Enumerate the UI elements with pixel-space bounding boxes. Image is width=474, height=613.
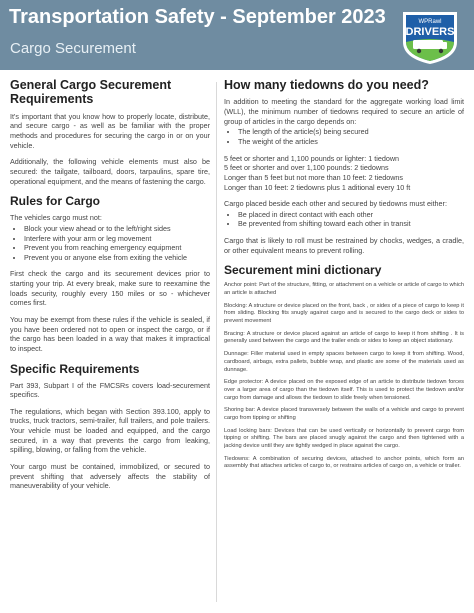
placed-list	[224, 210, 464, 229]
tiedown-rule: 5 feet or shorter and 1,100 pounds or lighter: 1 tiedown	[224, 153, 400, 163]
header-banner	[0, 0, 474, 70]
dictionary-entry: Blocking: A structure or device placed on the front, back , or sides of a piece of cargo to keep it from sliding. Blocking fits snugly against cargo and is secured to the cargo deck or sides to prevent movement	[224, 302, 464, 325]
general-paragraph-1: It's important that you know how to properly locate, distribute, and secure cargo - as well as be familiar with the proper methods and procedures for securing the cargo in or on your vehicle.	[10, 111, 210, 150]
drivers-badge-logo	[395, 8, 465, 66]
page-subtitle: Cargo Securement	[10, 40, 136, 57]
dictionary-entry: Bracing: A structure or device placed against an article of cargo to keep it from shifting . It is generally used between the cargo and the trailer ends or sides to keep an object stationary.	[224, 330, 464, 345]
list-item: • Block your view ahead or to the left/right sides	[24, 224, 210, 234]
dictionary-entry: Load locking bars: Devices that can be used vertically or horizontally to prevent cargo from tipping or shifting. The bars are placed snugly against the cargo and then tightened with a jacking device until they are tightly wedged in place against the cargo.	[224, 427, 464, 450]
tiedowns-paragraph: In addition to meeting the standard for the aggregate working load limit (WLL), the minimum number of tiedowns required to secure an article of group of articles in the cargo depends on:	[224, 97, 464, 126]
column-divider	[216, 82, 217, 602]
rules-intro: The vehicles cargo must not:	[10, 213, 102, 223]
dictionary	[224, 282, 464, 471]
specific-heading: Specific Requirements	[10, 361, 140, 376]
dictionary-heading: Securement mini dictionary	[224, 263, 382, 278]
specific-paragraph-2: The regulations, which began with Section 393.100, apply to trucks, truck tractors, semi-trailer, full trailers, and pole trailers. Your vehicle must be loaded and equipped, and the cargo secured, in a way that prevents the cargo from leaking, spilling, blowing, or falling from the vehicle.	[10, 406, 210, 455]
list-item: • Interfere with your arm or leg movement	[24, 234, 210, 244]
rules-list	[10, 224, 210, 263]
dictionary-entry: Anchor point: Part of the structure, fitting, or attachment on a vehicle or article of cargo to which an article is attached	[224, 282, 464, 297]
rules-heading: Rules for Cargo	[10, 194, 101, 209]
left-column	[10, 78, 210, 498]
placed-intro: Cargo placed beside each other and secured by tiedowns must either:	[224, 199, 447, 209]
dictionary-entry: Dunnage: Filler material used in empty spaces between cargo to keep it from shifting. Wood, cardboard, airbags, extra pallets, bubble wrap, and plastic are some of the materials used as dunnage.	[224, 351, 464, 373]
tiedowns-rules	[224, 154, 464, 193]
list-item: • Prevent you from reaching emergency equipment	[24, 243, 210, 253]
rules-paragraph-1: First check the cargo and its securement devices prior to starting your trip. At every break, make sure to reexamine the loads security, roughly every 150 miles or so - whichever comes first.	[10, 269, 210, 308]
dictionary-entry: Edge protector: A device placed on the exposed edge of an article to distribute tiedown forces over a larger area of cargo than the tiedown itself. This is used to protect the tiedown and/or cargo from damage and allows the tiedown to slide freely when tensioned.	[224, 379, 464, 401]
tiedown-rule: 5 feet or shorter and over 1,100 pounds: 2 tiedowns	[224, 163, 389, 173]
tiedowns-list	[224, 127, 464, 146]
badge-brand: WPRawl	[418, 19, 442, 25]
dictionary-entry: Tiedowns: A combination of securing devices, attached to anchor points, which form an assembly that attaches articles of cargo to, or restrains articles of cargo on, a vehicle or trailer.	[224, 455, 464, 470]
list-item: • Prevent you or anyone else from exiting the vehicle	[24, 253, 210, 263]
tiedown-rule: Longer than 10 feet: 2 tiedowns plus 1 aditional every 10 ft	[224, 182, 411, 192]
right-column	[224, 78, 464, 476]
list-item: • The weight of the articles	[238, 137, 464, 147]
badge-text: DRIVERS	[405, 26, 455, 38]
rules-paragraph-2: You may be exempt from these rules if the vehicle is sealed, if you have been ordered not to open or inspect the cargo, or if the cargo has been loaded in a way that makes it impractical to inspect.	[10, 315, 210, 353]
list-item: • The length of the article(s) being secured	[238, 127, 464, 137]
tiedown-rule: Longer than 5 feet but not more than 10 feet: 2 tiedowns	[224, 172, 404, 182]
general-heading: General Cargo Securement Requirements	[10, 78, 172, 107]
general-paragraph-2: Additionally, the following vehicle elements must also be secured: the tailgate, tailboard, doors, tarpaulins, spare tire, operational equipment, and the means of fastening the cargo.	[10, 157, 210, 186]
specific-paragraph-1: Part 393, Subpart I of the FMCSRs covers load-securement specifics.	[10, 380, 210, 400]
specific-paragraph-3: Your cargo must be contained, immobilized, or secured to prevent shifting that adversely affects the stability of maneuverability of your vehicle.	[10, 462, 210, 491]
list-item: • Be placed in direct contact with each other	[238, 210, 464, 220]
page-title: Transportation Safety - September 2023	[9, 6, 386, 28]
tiedowns-heading: How many tiedowns do you need?	[224, 78, 429, 92]
roll-paragraph: Cargo that is likely to roll must be restrained by chocks, wedges, a cradle, or other equivalent means to prevent rolling.	[224, 236, 464, 255]
list-item: • Be prevented from shifting toward each other in transit	[238, 219, 464, 229]
dictionary-entry: Shoring bar: A device placed transversely between the walls of a vehicle and cargo to prevent cargo from tipping or shifting	[224, 407, 464, 421]
